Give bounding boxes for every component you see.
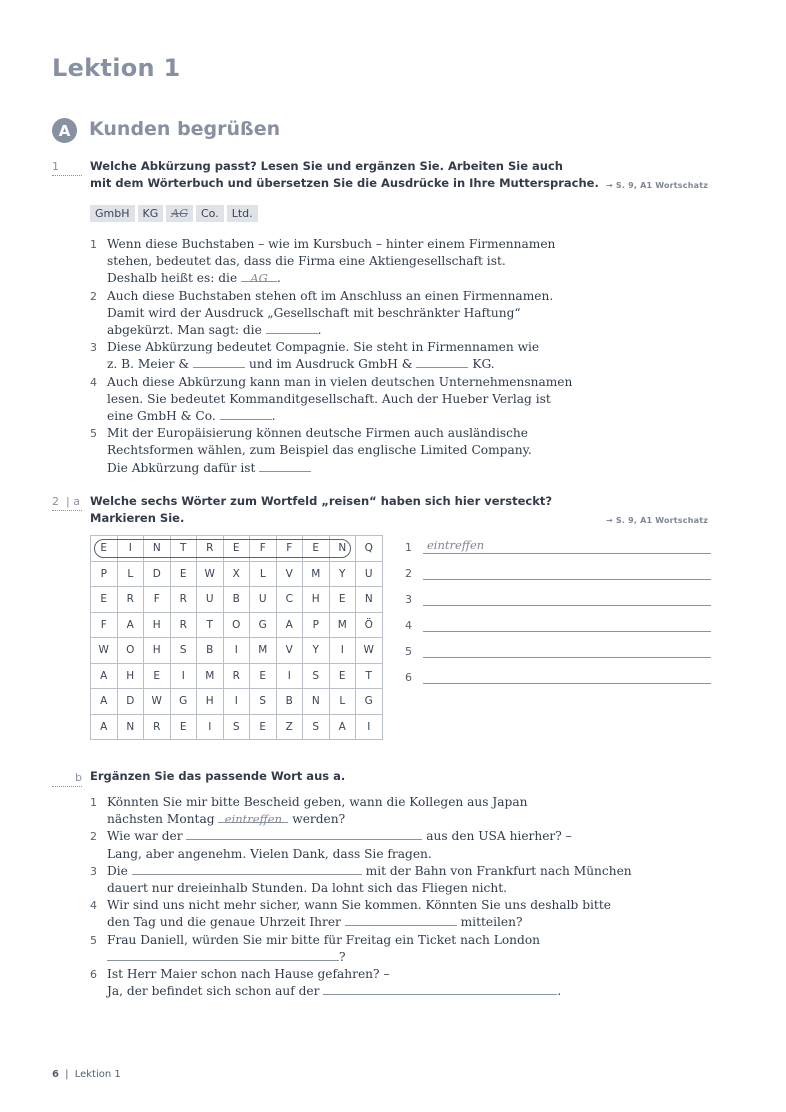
answer-number: 6 xyxy=(405,671,412,684)
word-search-grid xyxy=(90,535,383,740)
item-number: 6 xyxy=(90,968,97,982)
item-text: Könnten Sie mir bitte Bescheid geben, wann die Kollegen aus Japan xyxy=(107,795,528,809)
item-text: den Tag und die genaue Uhrzeit Ihrer xyxy=(107,915,345,930)
answer-line[interactable] xyxy=(423,537,711,554)
list-item xyxy=(90,863,650,897)
abbreviation-box xyxy=(90,205,258,222)
exercise-2b-instruction: Ergänzen Sie das passende Wort aus a. xyxy=(90,769,346,783)
answer-blank[interactable] xyxy=(416,356,468,368)
grid-cell[interactable]: G xyxy=(250,612,277,638)
grid-cell[interactable]: B xyxy=(197,638,224,664)
grid-cell[interactable]: W xyxy=(197,561,224,587)
grid-cell[interactable]: E xyxy=(91,536,118,562)
item-text: z. B. Meier & xyxy=(107,357,194,372)
grid-cell[interactable]: I xyxy=(276,663,303,689)
footer-separator: | xyxy=(65,1069,69,1080)
exercise-2-part-a: a xyxy=(73,495,80,508)
grid-cell[interactable]: T xyxy=(170,536,197,562)
exercise-1-instruction-line1: Welche Abkürzung passt? Lesen Sie und ergänzen Sie. Arbeiten Sie auch xyxy=(90,159,563,173)
grid-cell[interactable]: R xyxy=(144,714,171,740)
grid-cell[interactable]: F xyxy=(250,536,277,562)
item-number: 2 xyxy=(90,289,97,303)
grid-cell[interactable]: Y xyxy=(303,638,330,664)
grid-cell[interactable]: H xyxy=(197,689,224,715)
item-text: Deshalb heißt es: die xyxy=(107,271,242,286)
item-text: Ist Herr Maier schon nach Hause gefahren? – xyxy=(107,967,390,982)
grid-cell[interactable]: C xyxy=(276,587,303,613)
grid-cell[interactable]: I xyxy=(356,714,383,740)
exercise-2a-instruction-line1: Welche sechs Wörter zum Wortfeld „reisen“ haben sich hier versteckt? xyxy=(90,494,553,508)
answer-blank[interactable] xyxy=(186,828,422,840)
list-item xyxy=(90,897,650,931)
grid-cell[interactable]: O xyxy=(223,612,250,638)
grid-cell[interactable]: W xyxy=(144,689,171,715)
list-item xyxy=(90,966,650,1000)
item-number: 4 xyxy=(90,375,97,389)
exercise-1-number: 1 xyxy=(52,160,82,176)
item-text: mitteilen? xyxy=(456,915,523,930)
item-text: ? xyxy=(339,949,346,964)
chip-kg: KG xyxy=(138,205,164,222)
grid-cell[interactable]: H xyxy=(117,663,144,689)
grid-cell[interactable]: W xyxy=(91,638,118,664)
item-text: Frau Daniell, würden Sie mir bitte für Freitag ein Ticket nach London xyxy=(107,932,541,947)
answer-number: 3 xyxy=(405,593,412,606)
grid-cell[interactable]: R xyxy=(197,536,224,562)
grid-cell[interactable]: Y xyxy=(329,561,356,587)
grid-cell[interactable]: V xyxy=(276,561,303,587)
grid-cell[interactable]: T xyxy=(356,663,383,689)
grid-cell[interactable]: U xyxy=(356,561,383,587)
grid-cell[interactable]: S xyxy=(170,638,197,664)
page-footer xyxy=(52,1069,121,1080)
grid-cell[interactable]: M xyxy=(197,663,224,689)
grid-cell[interactable]: M xyxy=(329,612,356,638)
grid-cell[interactable]: E xyxy=(250,663,277,689)
exercise-2-reference: → S. 9, A1 Wortschatz xyxy=(606,516,709,525)
item-text: eine GmbH & Co. xyxy=(107,409,220,424)
exercise-2a-instruction-line2: Markieren Sie. xyxy=(90,511,185,525)
grid-cell[interactable]: S xyxy=(250,689,277,715)
item-text: Die xyxy=(107,863,132,878)
item-text: Wenn diese Buchstaben – wie im Kursbuch – hinter einem Firmennamen xyxy=(107,237,556,251)
grid-cell[interactable]: I xyxy=(170,663,197,689)
grid-cell[interactable]: N xyxy=(329,536,356,562)
answer-number: 4 xyxy=(405,619,412,632)
grid-cell[interactable]: E xyxy=(144,663,171,689)
list-item xyxy=(90,794,650,828)
grid-cell[interactable]: X xyxy=(223,561,250,587)
grid-cell[interactable]: E xyxy=(329,587,356,613)
grid-cell[interactable]: F xyxy=(91,612,118,638)
grid-cell[interactable]: G xyxy=(356,689,383,715)
exercise-1-list xyxy=(90,236,610,477)
chip-gmbh: GmbH xyxy=(90,205,135,222)
answer-line[interactable] xyxy=(423,667,711,684)
item-text: mit der Bahn von Frankfurt nach München xyxy=(361,863,632,878)
grid-cell[interactable]: L xyxy=(117,561,144,587)
item-text: stehen, bedeutet das, dass die Firma eine Aktiengesellschaft ist. xyxy=(107,254,506,269)
grid-cell[interactable]: P xyxy=(91,561,118,587)
lesson-title: Lektion 1 xyxy=(52,54,181,82)
grid-cell[interactable]: V xyxy=(276,638,303,664)
answer-row xyxy=(405,588,711,606)
exercise-2-number-text: 2 xyxy=(52,495,59,508)
grid-cell[interactable]: E xyxy=(91,587,118,613)
grid-cell[interactable]: L xyxy=(329,689,356,715)
answer-row xyxy=(405,640,711,658)
grid-cell[interactable]: N xyxy=(117,714,144,740)
item-number: 5 xyxy=(90,427,97,441)
grid-cell[interactable]: A xyxy=(91,663,118,689)
grid-cell[interactable]: R xyxy=(223,663,250,689)
grid-cell[interactable]: O xyxy=(117,638,144,664)
item-text: . xyxy=(317,323,322,338)
item-number: 1 xyxy=(90,796,97,809)
grid-cell[interactable]: E xyxy=(250,714,277,740)
exercise-1-reference: → S. 9, A1 Wortschatz xyxy=(606,181,709,190)
item-text: Auch diese Abkürzung kann man in vielen deutschen Unternehmensnamen xyxy=(107,374,573,389)
item-number: 2 xyxy=(90,830,97,844)
item-text: KG. xyxy=(468,357,495,372)
answer-row xyxy=(405,562,711,580)
grid-cell[interactable]: I xyxy=(117,536,144,562)
grid-cell[interactable]: D xyxy=(117,689,144,715)
grid-cell[interactable]: F xyxy=(144,587,171,613)
grid-cell[interactable]: N xyxy=(356,587,383,613)
grid-row xyxy=(91,714,383,740)
handwritten-answer: AG xyxy=(250,271,268,286)
answer-blank[interactable] xyxy=(220,408,272,420)
grid-cell[interactable]: F xyxy=(276,536,303,562)
grid-cell[interactable]: H xyxy=(144,612,171,638)
answer-number: 2 xyxy=(405,567,412,580)
grid-row xyxy=(91,663,383,689)
answer-blank[interactable] xyxy=(107,949,339,961)
item-text: dauert nur dreieinhalb Stunden. Da lohnt sich das Fliegen nicht. xyxy=(107,881,507,896)
grid-cell[interactable]: U xyxy=(197,587,224,613)
exercise-2a-instruction xyxy=(90,493,552,527)
chip-co: Co. xyxy=(196,205,224,222)
grid-cell[interactable]: R xyxy=(170,587,197,613)
answer-blank[interactable] xyxy=(132,863,362,875)
grid-cell[interactable]: I xyxy=(329,638,356,664)
exercise-1-instruction xyxy=(90,158,599,192)
grid-cell[interactable]: A xyxy=(91,714,118,740)
chip-ag-crossed: AG xyxy=(166,205,193,222)
grid-cell[interactable]: E xyxy=(170,561,197,587)
grid-cell[interactable]: B xyxy=(223,587,250,613)
handwritten-answer: eintreffen xyxy=(427,538,485,552)
answer-blank[interactable] xyxy=(259,460,311,472)
grid-cell[interactable]: B xyxy=(276,689,303,715)
item-text: Damit wird der Ausdruck „Gesellschaft mit beschränkter Haftung“ xyxy=(107,305,521,320)
grid-cell[interactable]: S xyxy=(303,663,330,689)
item-text: Rechtsformen wählen, zum Beispiel das englische Limited Company. xyxy=(107,443,532,458)
answer-blank[interactable] xyxy=(193,356,245,368)
footer-label: Lektion 1 xyxy=(74,1069,121,1080)
grid-cell[interactable]: D xyxy=(144,561,171,587)
grid-cell[interactable]: I xyxy=(223,689,250,715)
item-number: 4 xyxy=(90,899,97,913)
item-number: 3 xyxy=(90,341,97,355)
grid-cell[interactable]: A xyxy=(117,612,144,638)
item-text: und im Ausdruck GmbH & xyxy=(245,357,417,372)
grid-cell[interactable]: T xyxy=(197,612,224,638)
answer-row xyxy=(405,666,711,684)
answer-row xyxy=(405,536,711,554)
grid-cell[interactable]: H xyxy=(303,587,330,613)
item-text: Wie war der xyxy=(107,829,187,844)
list-item xyxy=(90,374,610,426)
answer-number: 1 xyxy=(405,541,412,554)
item-text: abgekürzt. Man sagt: die xyxy=(107,323,266,338)
list-item xyxy=(90,236,610,288)
list-item xyxy=(90,288,610,340)
grid-cell[interactable]: U xyxy=(250,587,277,613)
exercise-2b-label: b xyxy=(52,771,82,787)
grid-cell[interactable]: Z xyxy=(276,714,303,740)
grid-cell[interactable]: N xyxy=(144,536,171,562)
answer-number: 5 xyxy=(405,645,412,658)
item-text: Lang, aber angenehm. Vielen Dank, dass Sie fragen. xyxy=(107,846,432,861)
item-text: Auch diese Buchstaben stehen oft im Anschluss an einen Firmennamen. xyxy=(107,288,554,303)
grid-cell[interactable]: A xyxy=(91,689,118,715)
grid-cell[interactable]: N xyxy=(303,689,330,715)
grid-cell[interactable]: L xyxy=(250,561,277,587)
word-circle-marking xyxy=(94,539,351,558)
item-text: nächsten Montag xyxy=(107,812,219,827)
handwritten-answer: eintreffen xyxy=(224,812,282,827)
answer-blank[interactable] xyxy=(218,811,288,827)
answer-line[interactable] xyxy=(423,589,711,606)
list-item xyxy=(90,425,610,477)
answer-blank[interactable] xyxy=(345,914,457,926)
answer-blank[interactable] xyxy=(266,322,318,334)
item-text: Mit der Europäisierung können deutsche Firmen auch ausländische xyxy=(107,426,528,441)
item-text: aus den USA hierher? – xyxy=(422,829,572,844)
grid-row xyxy=(91,587,383,613)
item-number: 3 xyxy=(90,864,97,878)
item-text: . xyxy=(557,984,562,999)
answer-row xyxy=(405,614,711,632)
grid-cell[interactable]: I xyxy=(197,714,224,740)
item-text: Ja, der befindet sich schon auf der xyxy=(107,984,324,999)
grid-cell[interactable]: R xyxy=(117,587,144,613)
exercise-1-instruction-line2: mit dem Wörterbuch und übersetzen Sie die Ausdrücke in Ihre Muttersprache. xyxy=(90,176,599,190)
grid-cell[interactable]: M xyxy=(250,638,277,664)
list-item xyxy=(90,932,650,966)
answer-blank[interactable] xyxy=(241,270,277,286)
grid-cell[interactable]: I xyxy=(223,638,250,664)
item-text: werden? xyxy=(288,812,346,827)
grid-cell[interactable]: G xyxy=(170,689,197,715)
section-badge: A xyxy=(52,118,77,143)
grid-cell[interactable]: P xyxy=(303,612,330,638)
grid-cell[interactable]: E xyxy=(223,536,250,562)
item-text: Diese Abkürzung bedeutet Compagnie. Sie steht in Firmennamen wie xyxy=(107,340,540,355)
grid-cell[interactable]: M xyxy=(303,561,330,587)
grid-cell[interactable]: Q xyxy=(356,536,383,562)
exercise-2-number: 2 | a xyxy=(52,495,82,511)
answer-line[interactable] xyxy=(423,563,711,580)
answer-line[interactable] xyxy=(423,615,711,632)
grid-cell[interactable]: H xyxy=(144,638,171,664)
list-item xyxy=(90,339,610,373)
list-item xyxy=(90,828,650,862)
grid-cell[interactable]: E xyxy=(329,663,356,689)
grid-cell[interactable]: R xyxy=(170,612,197,638)
answer-blank[interactable] xyxy=(323,983,557,995)
grid-cell[interactable]: E xyxy=(303,536,330,562)
section-title: Kunden begrüßen xyxy=(89,118,281,140)
grid-row xyxy=(91,689,383,715)
item-number: 5 xyxy=(90,933,97,947)
page-number: 6 xyxy=(52,1069,59,1080)
grid-cell[interactable]: Ö xyxy=(356,612,383,638)
item-number: 1 xyxy=(90,238,97,251)
grid-cell[interactable]: S xyxy=(223,714,250,740)
answer-line[interactable] xyxy=(423,641,711,658)
grid-cell[interactable]: A xyxy=(276,612,303,638)
chip-ltd: Ltd. xyxy=(227,205,258,222)
grid-row xyxy=(91,561,383,587)
grid-cell[interactable]: S xyxy=(303,714,330,740)
exercise-2b-list xyxy=(90,794,650,1000)
item-text: lesen. Sie bedeutet Kommanditgesellschaft. Auch der Hueber Verlag ist xyxy=(107,391,551,406)
item-text: . xyxy=(271,409,276,424)
grid-cell[interactable]: A xyxy=(329,714,356,740)
grid-cell[interactable]: E xyxy=(170,714,197,740)
grid-row xyxy=(91,612,383,638)
item-text: . xyxy=(277,271,281,286)
grid-row xyxy=(91,638,383,664)
item-text: Die Abkürzung dafür ist xyxy=(107,460,260,475)
item-text: Wir sind uns nicht mehr sicher, wann Sie kommen. Könnten Sie uns deshalb bitte xyxy=(107,898,611,913)
grid-cell[interactable]: W xyxy=(356,638,383,664)
